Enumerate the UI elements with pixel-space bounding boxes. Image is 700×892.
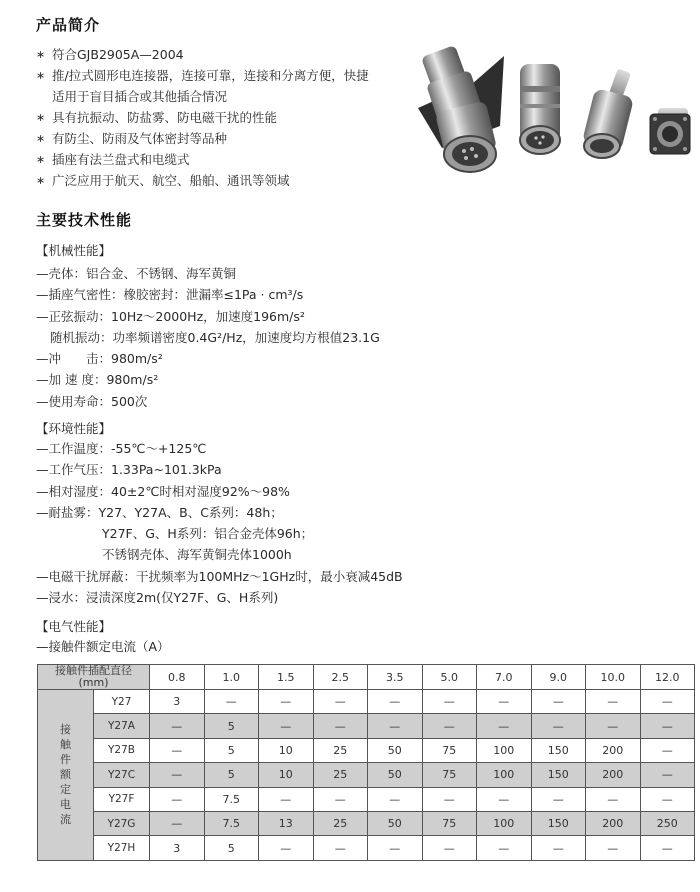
- current-value-cell: —: [422, 836, 477, 860]
- current-value-cell: 13: [259, 811, 314, 835]
- table-row: [38, 714, 695, 738]
- connector-4-image: [650, 108, 690, 154]
- current-value-cell: —: [204, 690, 259, 714]
- current-value-cell: —: [586, 690, 641, 714]
- environmental-line: —浸水：浸渍深度2m(仅Y27F、G、H系列): [36, 590, 279, 606]
- current-value-cell: —: [531, 714, 586, 738]
- intro-title: 产品简介: [36, 16, 101, 34]
- diameter-cell: 10.0: [586, 665, 641, 690]
- environmental-line: Y27F、G、H系列：铝合金壳体96h；: [102, 526, 314, 542]
- diameter-cell: 7.0: [477, 665, 532, 690]
- environmental-line: —耐盐雾：Y27、Y27A、B、C系列：48h；: [36, 504, 283, 520]
- current-value-cell: 100: [477, 811, 532, 835]
- current-value-cell: —: [259, 714, 314, 738]
- mechanical-list: [36, 263, 380, 412]
- current-value-cell: —: [150, 763, 205, 787]
- environmental-line: —工作气压：1.33Pa~101.3kPa: [36, 462, 222, 478]
- diameter-cell: 3.5: [368, 665, 423, 690]
- current-value-cell: —: [640, 714, 695, 738]
- current-value-cell: —: [259, 690, 314, 714]
- environmental-list: [36, 438, 403, 608]
- model-cell: Y27A: [94, 714, 150, 738]
- table-header-row: [38, 665, 695, 690]
- current-value-cell: —: [640, 738, 695, 762]
- current-value-cell: —: [422, 787, 477, 811]
- electrical-heading: 【电气性能】: [36, 619, 112, 634]
- intro-bullet-list: [36, 44, 416, 191]
- intro-bullet: ∗ 有防尘、防雨及气体密封等品种: [36, 131, 228, 146]
- table-row: [38, 787, 695, 811]
- current-value-cell: —: [640, 787, 695, 811]
- environmental-line: —相对湿度：40±2℃时相对湿度92%～98%: [36, 483, 290, 499]
- row-group-label: 接 触 件 额 定 电 流: [38, 690, 94, 861]
- current-value-cell: —: [368, 690, 423, 714]
- mechanical-line: —加 速 度：980m/s²: [36, 372, 159, 388]
- mechanical-heading: 【机械性能】: [36, 243, 112, 258]
- mechanical-line: —冲 击：980m/s²: [36, 351, 163, 367]
- current-value-cell: —: [150, 714, 205, 738]
- environmental-line: —工作温度：-55℃～+125℃: [36, 441, 207, 456]
- model-cell: Y27H: [94, 836, 150, 860]
- current-value-cell: 200: [586, 811, 641, 835]
- table-row: [38, 690, 695, 714]
- intro-bullet: ∗ 符合GJB2905A—2004: [36, 47, 184, 62]
- main-specs-title: 主要技术性能: [36, 211, 133, 229]
- connector-2-image: [520, 64, 560, 154]
- environmental-heading: 【环境性能】: [36, 421, 112, 436]
- diameter-cell: 2.5: [313, 665, 368, 690]
- current-value-cell: —: [368, 787, 423, 811]
- current-value-cell: —: [422, 714, 477, 738]
- environmental-line: 不锈钢壳体、海军黄铜壳体1000h: [102, 547, 292, 563]
- diameter-cell: 0.8: [150, 665, 205, 690]
- diameter-cell: 9.0: [531, 665, 586, 690]
- current-value-cell: 200: [586, 763, 641, 787]
- current-value-cell: —: [531, 787, 586, 811]
- diameter-header-cell: 接触件插配直径 (mm): [38, 665, 150, 690]
- current-value-cell: —: [477, 690, 532, 714]
- current-value-cell: 150: [531, 811, 586, 835]
- current-value-cell: 75: [422, 738, 477, 762]
- current-value-cell: —: [531, 690, 586, 714]
- current-value-cell: 100: [477, 763, 532, 787]
- current-value-cell: —: [150, 738, 205, 762]
- current-value-cell: 50: [368, 763, 423, 787]
- current-value-cell: 100: [477, 738, 532, 762]
- table-row: [38, 836, 695, 860]
- current-value-cell: 25: [313, 811, 368, 835]
- diameter-cell: 1.5: [259, 665, 314, 690]
- table-row: [38, 763, 695, 787]
- current-value-cell: —: [313, 836, 368, 860]
- current-value-cell: 25: [313, 738, 368, 762]
- current-value-cell: 25: [313, 763, 368, 787]
- electrical-subheading: —接触件额定电流（A）: [36, 639, 170, 654]
- intro-bullet: ∗ 插座有法兰盘式和电缆式: [36, 152, 190, 167]
- current-value-cell: —: [640, 690, 695, 714]
- connector-1-image: [418, 45, 504, 172]
- current-value-cell: —: [368, 836, 423, 860]
- current-value-cell: —: [586, 787, 641, 811]
- current-value-cell: 3: [150, 836, 205, 860]
- current-value-cell: —: [313, 787, 368, 811]
- current-value-cell: —: [313, 714, 368, 738]
- current-value-cell: 5: [204, 836, 259, 860]
- current-value-cell: —: [586, 836, 641, 860]
- current-value-cell: 10: [259, 763, 314, 787]
- mechanical-line: 随机振动：功率频谱密度0.4G²/Hz，加速度均方根值23.1G: [50, 329, 380, 345]
- current-value-cell: —: [640, 763, 695, 787]
- current-value-cell: —: [150, 811, 205, 835]
- model-cell: Y27G: [94, 811, 150, 835]
- diameter-cell: 1.0: [204, 665, 259, 690]
- current-value-cell: 200: [586, 738, 641, 762]
- diameter-cell: 5.0: [422, 665, 477, 690]
- model-cell: Y27F: [94, 787, 150, 811]
- table-row: [38, 811, 695, 835]
- current-value-cell: —: [477, 836, 532, 860]
- current-value-cell: —: [313, 690, 368, 714]
- current-value-cell: 5: [204, 714, 259, 738]
- rated-current-table: [37, 664, 695, 861]
- current-value-cell: 3: [150, 690, 205, 714]
- connector-product-photo: [412, 36, 698, 186]
- intro-bullet: ∗ 推/拉式圆形电连接器，连接可靠，连接和分离方便，快捷 适用于盲目插合或其他插合情况: [36, 68, 369, 104]
- mechanical-line: —壳体：铝合金、不锈钢、海军黄铜: [36, 266, 237, 281]
- current-value-cell: 250: [640, 811, 695, 835]
- current-value-cell: 150: [531, 738, 586, 762]
- current-value-cell: 5: [204, 763, 259, 787]
- mechanical-line: —使用寿命：500次: [36, 393, 148, 409]
- current-value-cell: —: [150, 787, 205, 811]
- intro-bullet: ∗ 具有抗振动、防盐雾、防电磁干扰的性能: [36, 110, 278, 125]
- mechanical-line: —正弦振动：10Hz～2000Hz，加速度196m/s²: [36, 308, 305, 324]
- intro-bullet: ∗ 广泛应用于航天、航空、船舶、通讯等领域: [36, 173, 290, 188]
- current-value-cell: 50: [368, 738, 423, 762]
- current-value-cell: —: [477, 787, 532, 811]
- model-cell: Y27C: [94, 763, 150, 787]
- mechanical-line: —插座气密性：橡胶密封：泄漏率≤1Pa · cm³/s: [36, 287, 304, 303]
- current-value-cell: —: [586, 714, 641, 738]
- current-value-cell: —: [531, 836, 586, 860]
- connector-3-image: [582, 69, 634, 158]
- current-value-cell: —: [640, 836, 695, 860]
- current-value-cell: —: [477, 714, 532, 738]
- current-value-cell: 7.5: [204, 787, 259, 811]
- environmental-line: —电磁干扰屏蔽：干扰频率为100MHz～1GHz时，最小衰减45dB: [36, 568, 403, 584]
- current-value-cell: 150: [531, 763, 586, 787]
- current-value-cell: 75: [422, 763, 477, 787]
- current-value-cell: 5: [204, 738, 259, 762]
- table-row: [38, 738, 695, 762]
- current-value-cell: 75: [422, 811, 477, 835]
- model-cell: Y27: [94, 690, 150, 714]
- current-value-cell: 7.5: [204, 811, 259, 835]
- current-value-cell: 50: [368, 811, 423, 835]
- model-cell: Y27B: [94, 738, 150, 762]
- current-value-cell: 10: [259, 738, 314, 762]
- current-value-cell: —: [259, 787, 314, 811]
- diameter-cell: 12.0: [640, 665, 695, 690]
- current-value-cell: —: [259, 836, 314, 860]
- current-value-cell: —: [368, 714, 423, 738]
- current-value-cell: —: [422, 690, 477, 714]
